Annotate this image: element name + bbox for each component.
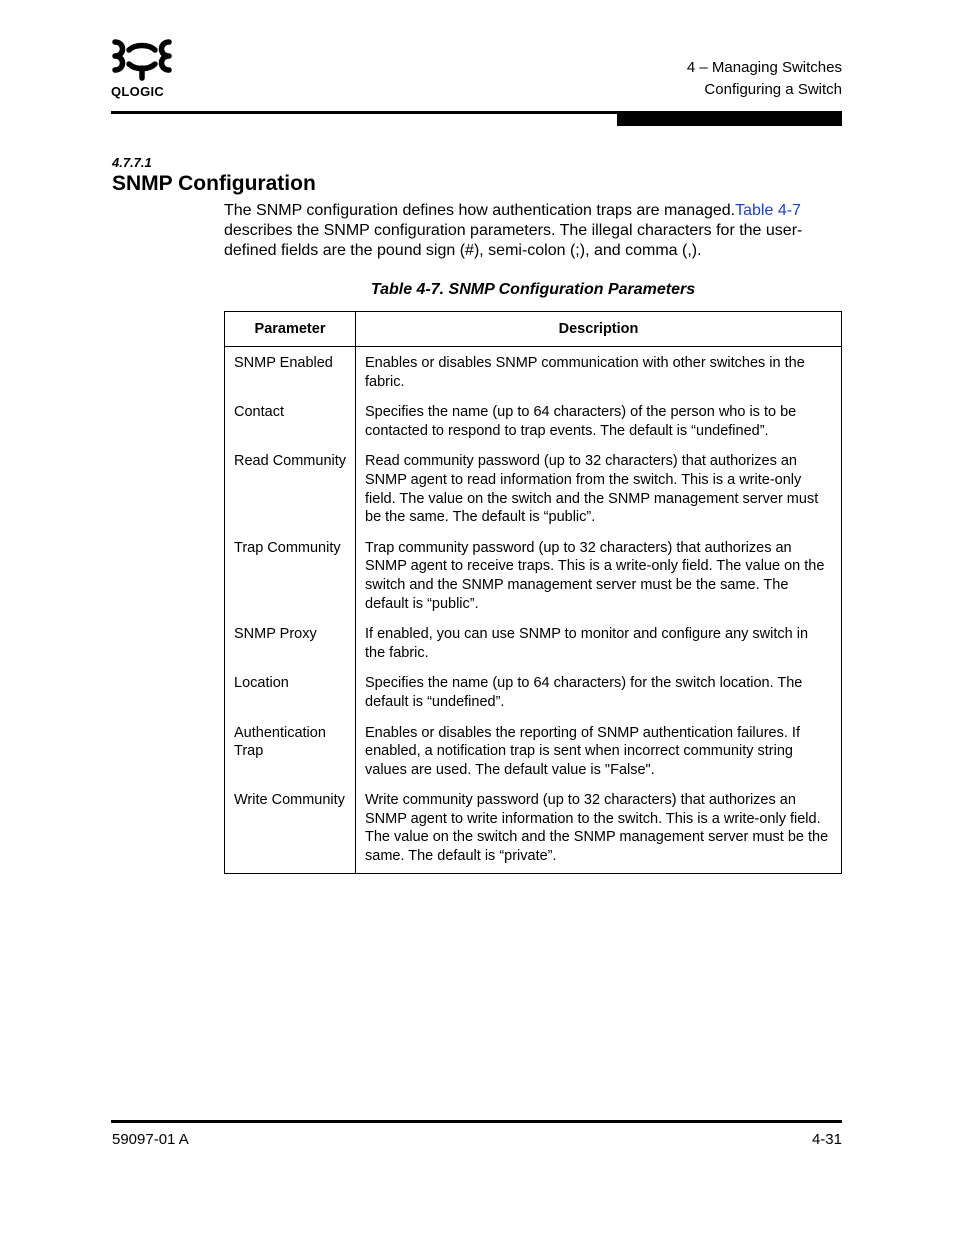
parameter-cell: Read Community	[225, 447, 356, 533]
column-header-description: Description	[356, 312, 842, 347]
parameter-cell: Write Community	[225, 786, 356, 873]
table-row	[225, 620, 842, 669]
qlogic-logo	[111, 38, 177, 102]
intro-paragraph	[224, 201, 844, 261]
parameters-table	[224, 311, 842, 874]
parameter-cell: SNMP Enabled	[225, 347, 356, 399]
section-title: SNMP Configuration	[112, 172, 316, 195]
table-row	[225, 786, 842, 873]
qlogic-logo-icon	[111, 38, 173, 82]
description-cell: Enables or disables SNMP communication with other switches in the fabric.	[356, 347, 842, 399]
parameter-cell: Trap Community	[225, 534, 356, 620]
running-header	[687, 57, 842, 101]
table-row	[225, 534, 842, 620]
table-row	[225, 398, 842, 447]
header-chapter: 4 – Managing Switches	[686, 59, 842, 76]
logo-text: QLOGIC	[111, 84, 165, 99]
table-row	[225, 347, 842, 399]
footer-rule	[111, 1120, 842, 1123]
parameter-cell: Authentication Trap	[225, 719, 356, 787]
footer-doc-number: 59097-01 A	[112, 1131, 189, 1148]
description-cell: Specifies the name (up to 64 characters) for the switch location. The default is “undefined”.	[356, 669, 842, 718]
table-header-row	[225, 312, 842, 347]
parameter-cell: Contact	[225, 398, 356, 447]
intro-text-1: The SNMP configuration defines how authentication traps are managed.	[224, 202, 736, 219]
description-cell: Write community password (up to 32 characters) that authorizes an SNMP agent to write information to the switch. This is a write-only field. The value on the switch and the SNMP management server must be the same. The default is “private”.	[356, 786, 842, 873]
section-number: 4.7.7.1	[112, 155, 152, 170]
header-section: Configuring a Switch	[704, 81, 842, 98]
header-block	[617, 111, 842, 126]
table-link[interactable]: Table 4-7	[735, 202, 801, 219]
table-row	[225, 669, 842, 718]
table-caption: Table 4-7. SNMP Configuration Parameters	[370, 281, 696, 298]
description-cell: Specifies the name (up to 64 characters) of the person who is to be contacted to respond to trap events. The default is “undefined”.	[356, 398, 842, 447]
column-header-parameter: Parameter	[225, 312, 356, 347]
intro-text-2: describes the SNMP configuration parameters. The illegal characters for the user-defined fields are the pound sign (#), semi-colon (;), and comma (,).	[224, 222, 803, 259]
description-cell: Trap community password (up to 32 characters) that authorizes an SNMP agent to receive traps. This is a write-only field. The value on the switch and the SNMP management server must be the same. The default is “public”.	[356, 534, 842, 620]
description-cell: If enabled, you can use SNMP to monitor and configure any switch in the fabric.	[356, 620, 842, 669]
description-cell: Read community password (up to 32 characters) that authorizes an SNMP agent to read information from the switch. This is a write-only field. The value on the switch and the SNMP management server must be the same. The default is “public”.	[356, 447, 842, 533]
footer-page-number: 4-31	[811, 1131, 842, 1148]
parameter-cell: Location	[225, 669, 356, 718]
parameter-cell: SNMP Proxy	[225, 620, 356, 669]
table-row	[225, 719, 842, 787]
description-cell: Enables or disables the reporting of SNMP authentication failures. If enabled, a notification trap is sent when incorrect community string values are used. The default value is "False".	[356, 719, 842, 787]
table-row	[225, 447, 842, 533]
